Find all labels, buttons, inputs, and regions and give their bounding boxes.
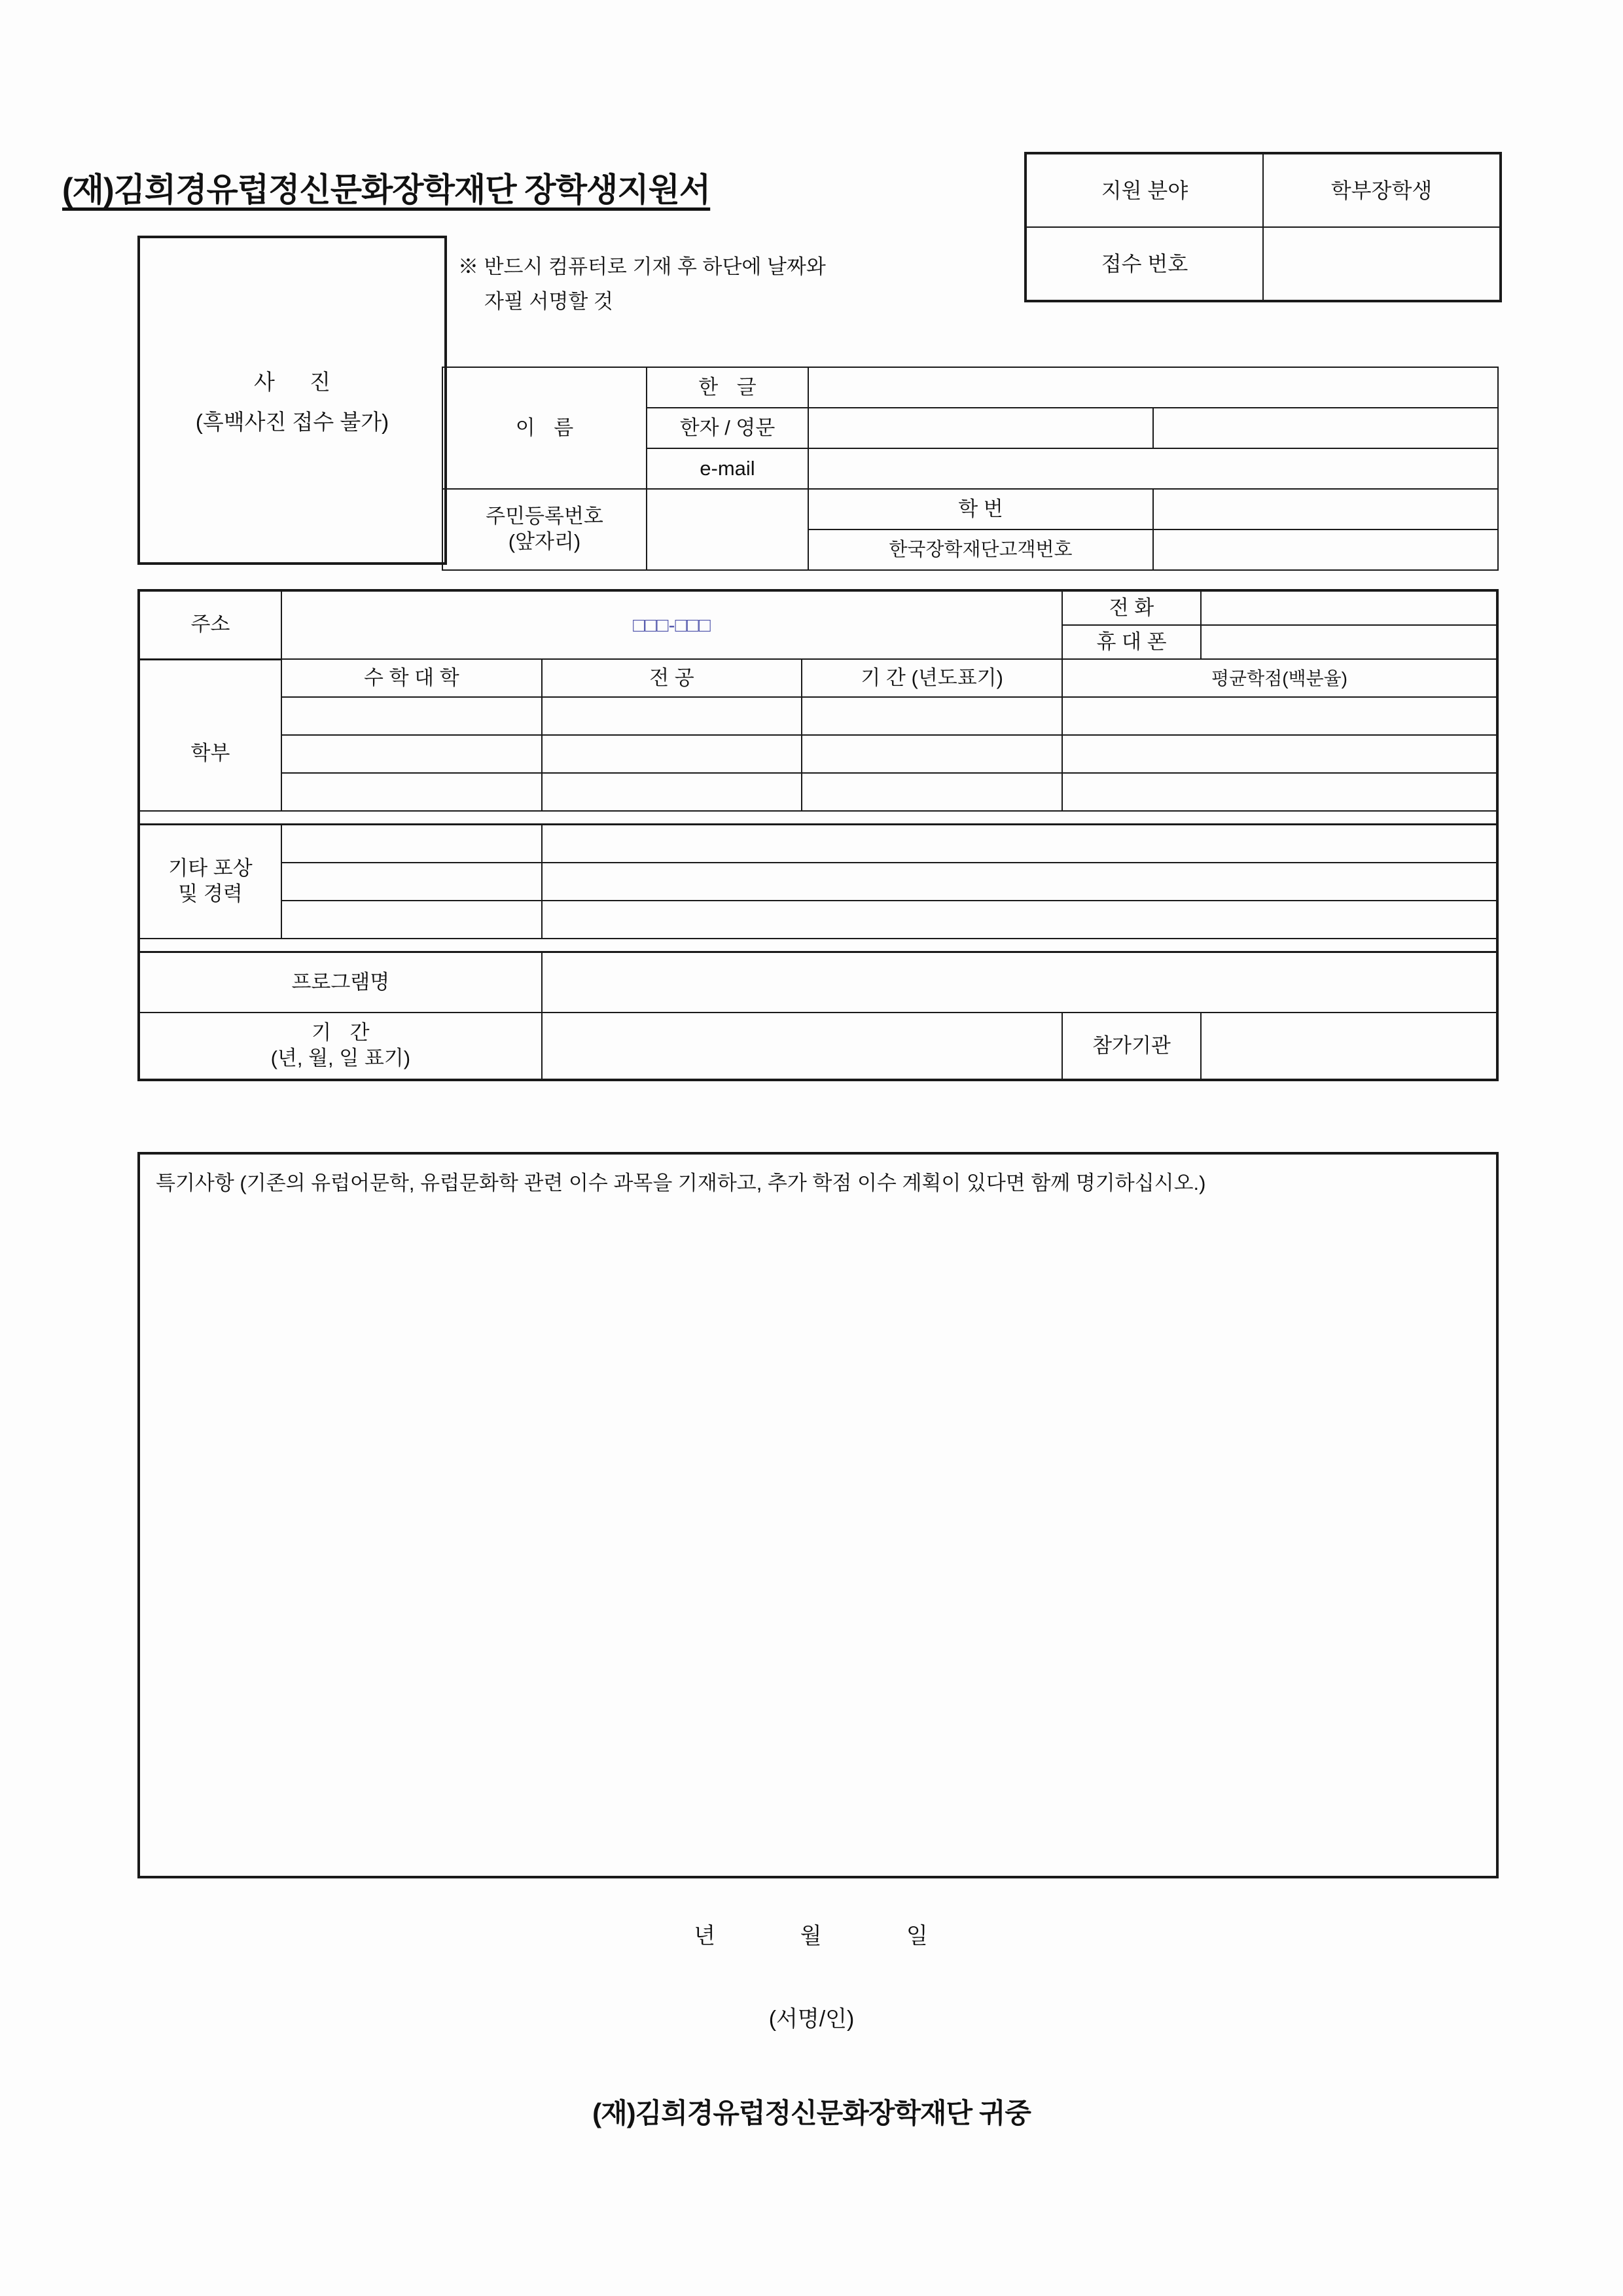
spacer-cell: [139, 811, 1497, 825]
school-university-input[interactable]: [281, 697, 542, 735]
table-row: [139, 697, 1497, 735]
table-row: [139, 901, 1497, 939]
student-number-input[interactable]: [1153, 489, 1498, 529]
application-type-table: [1024, 152, 1502, 302]
school-major-input[interactable]: [542, 773, 802, 811]
school-major-input[interactable]: [542, 697, 802, 735]
section-spacer: [139, 811, 1497, 825]
notes-label: 특기사항 (기존의 유럽어문학, 유럽문화학 관련 이수 과목을 기재하고, 추가 학점 이수 계획이 있다면 함께 명기하십시오.): [156, 1172, 1206, 1194]
photo-label-line1: 사 진: [254, 369, 345, 394]
school-row-label: 학부: [139, 697, 281, 811]
program-period-label-line2: (년, 월, 일 표기): [270, 1047, 411, 1069]
school-major-input[interactable]: [542, 735, 802, 773]
school-university-input[interactable]: [281, 735, 542, 773]
email-label: e-mail: [647, 448, 808, 489]
awards-col2-input[interactable]: [542, 825, 1497, 863]
receipt-number-label: 접수 번호: [1026, 227, 1263, 301]
address-input[interactable]: [281, 590, 1062, 659]
school-header-period: 기 간 (년도표기): [802, 659, 1062, 697]
notice-line2: 자필 서명할 것: [484, 289, 613, 313]
name-hangul-input[interactable]: [808, 367, 1498, 408]
mobile-input[interactable]: [1201, 625, 1497, 659]
name-english-input[interactable]: [1153, 408, 1498, 448]
awards-label-line2: 및 경력: [178, 882, 243, 905]
school-header-blank: [139, 659, 281, 697]
organization-name: (재)김희경유럽정신문화장학재단 귀중: [592, 2098, 1031, 2128]
kosaf-customer-number-label: 한국장학재단고객번호: [808, 529, 1153, 570]
photo-label-line2: (흑백사진 접수 불가): [195, 409, 389, 434]
name-label: 이 름: [442, 367, 647, 489]
table-row: [139, 773, 1497, 811]
awards-col2-input[interactable]: [542, 863, 1497, 901]
program-name-input[interactable]: [542, 952, 1497, 1013]
date-day-label: 일: [906, 1924, 929, 1948]
table-row: [1026, 227, 1501, 301]
phone-label: 전 화: [1062, 590, 1201, 625]
name-hanja-label: 한자 / 영문: [647, 408, 808, 448]
rrn-input[interactable]: [647, 489, 808, 570]
rrn-label: [442, 489, 647, 570]
program-organization-input[interactable]: [1201, 1013, 1497, 1080]
rrn-label-line2: (앞자리): [508, 530, 581, 553]
mobile-label: 휴 대 폰: [1062, 625, 1201, 659]
school-gpa-input[interactable]: [1062, 697, 1497, 735]
program-period-input[interactable]: [542, 1013, 1062, 1080]
table-row: [139, 590, 1497, 625]
table-row: [139, 1013, 1497, 1080]
date-month-label: 월: [800, 1924, 823, 1948]
receipt-number-input[interactable]: [1263, 227, 1501, 301]
notes-input[interactable]: [140, 1208, 1496, 1231]
form-footer: [0, 1918, 1623, 2131]
table-row: [442, 489, 1498, 529]
signature-label: (서명/인): [768, 2007, 855, 2032]
date-line: [0, 1918, 1623, 1950]
program-period-label: [139, 1013, 542, 1080]
awards-col1-input[interactable]: [281, 901, 542, 939]
table-row: [139, 825, 1497, 863]
page-title: (재)김희경유럽정신문화장학재단 장학생지원서: [62, 171, 711, 208]
name-table: [442, 367, 1499, 571]
school-period-input[interactable]: [802, 735, 1062, 773]
email-input[interactable]: [808, 448, 1498, 489]
school-gpa-input[interactable]: [1062, 773, 1497, 811]
address-zip-placeholder: □□□-□□□: [633, 614, 711, 636]
address-label: 주소: [139, 590, 281, 659]
section-spacer: [139, 939, 1497, 952]
field-value: 학부장학생: [1263, 153, 1501, 227]
kosaf-customer-number-input[interactable]: [1153, 529, 1498, 570]
field-label: 지원 분야: [1026, 153, 1263, 227]
awards-col2-input[interactable]: [542, 901, 1497, 939]
awards-col1-input[interactable]: [281, 825, 542, 863]
main-information-table: [137, 589, 1499, 1081]
photo-placeholder[interactable]: [137, 236, 447, 565]
school-university-input[interactable]: [281, 773, 542, 811]
date-year-label: 년: [694, 1924, 717, 1948]
school-header-major: 전 공: [542, 659, 802, 697]
table-row: [139, 863, 1497, 901]
awards-label-line1: 기타 포상: [168, 857, 253, 880]
notice-line1: ※ 반드시 컴퓨터로 기재 후 하단에 날짜와: [458, 255, 826, 278]
school-header-gpa: 평균학점(백분율): [1062, 659, 1497, 697]
program-name-label: 프로그램명: [139, 952, 542, 1013]
program-organization-label: 참가기관: [1062, 1013, 1201, 1080]
table-row: [139, 659, 1497, 697]
program-period-label-line1: 기 간: [312, 1021, 376, 1045]
phone-input[interactable]: [1201, 590, 1497, 625]
school-header-university: 수 학 대 학: [281, 659, 542, 697]
awards-col1-input[interactable]: [281, 863, 542, 901]
table-row: [139, 952, 1497, 1013]
spacer-cell: [139, 939, 1497, 952]
name-hanja-input[interactable]: [808, 408, 1153, 448]
school-period-input[interactable]: [802, 697, 1062, 735]
table-row: [1026, 153, 1501, 227]
awards-label: [139, 825, 281, 939]
name-hangul-label: 한 글: [647, 367, 808, 408]
table-row: [139, 735, 1497, 773]
table-row: [442, 367, 1498, 408]
rrn-label-line1: 주민등록번호: [486, 505, 603, 528]
notes-section[interactable]: [137, 1152, 1499, 1878]
notice-text: [458, 250, 826, 319]
school-period-input[interactable]: [802, 773, 1062, 811]
school-gpa-input[interactable]: [1062, 735, 1497, 773]
student-number-label: 학 번: [808, 489, 1153, 529]
